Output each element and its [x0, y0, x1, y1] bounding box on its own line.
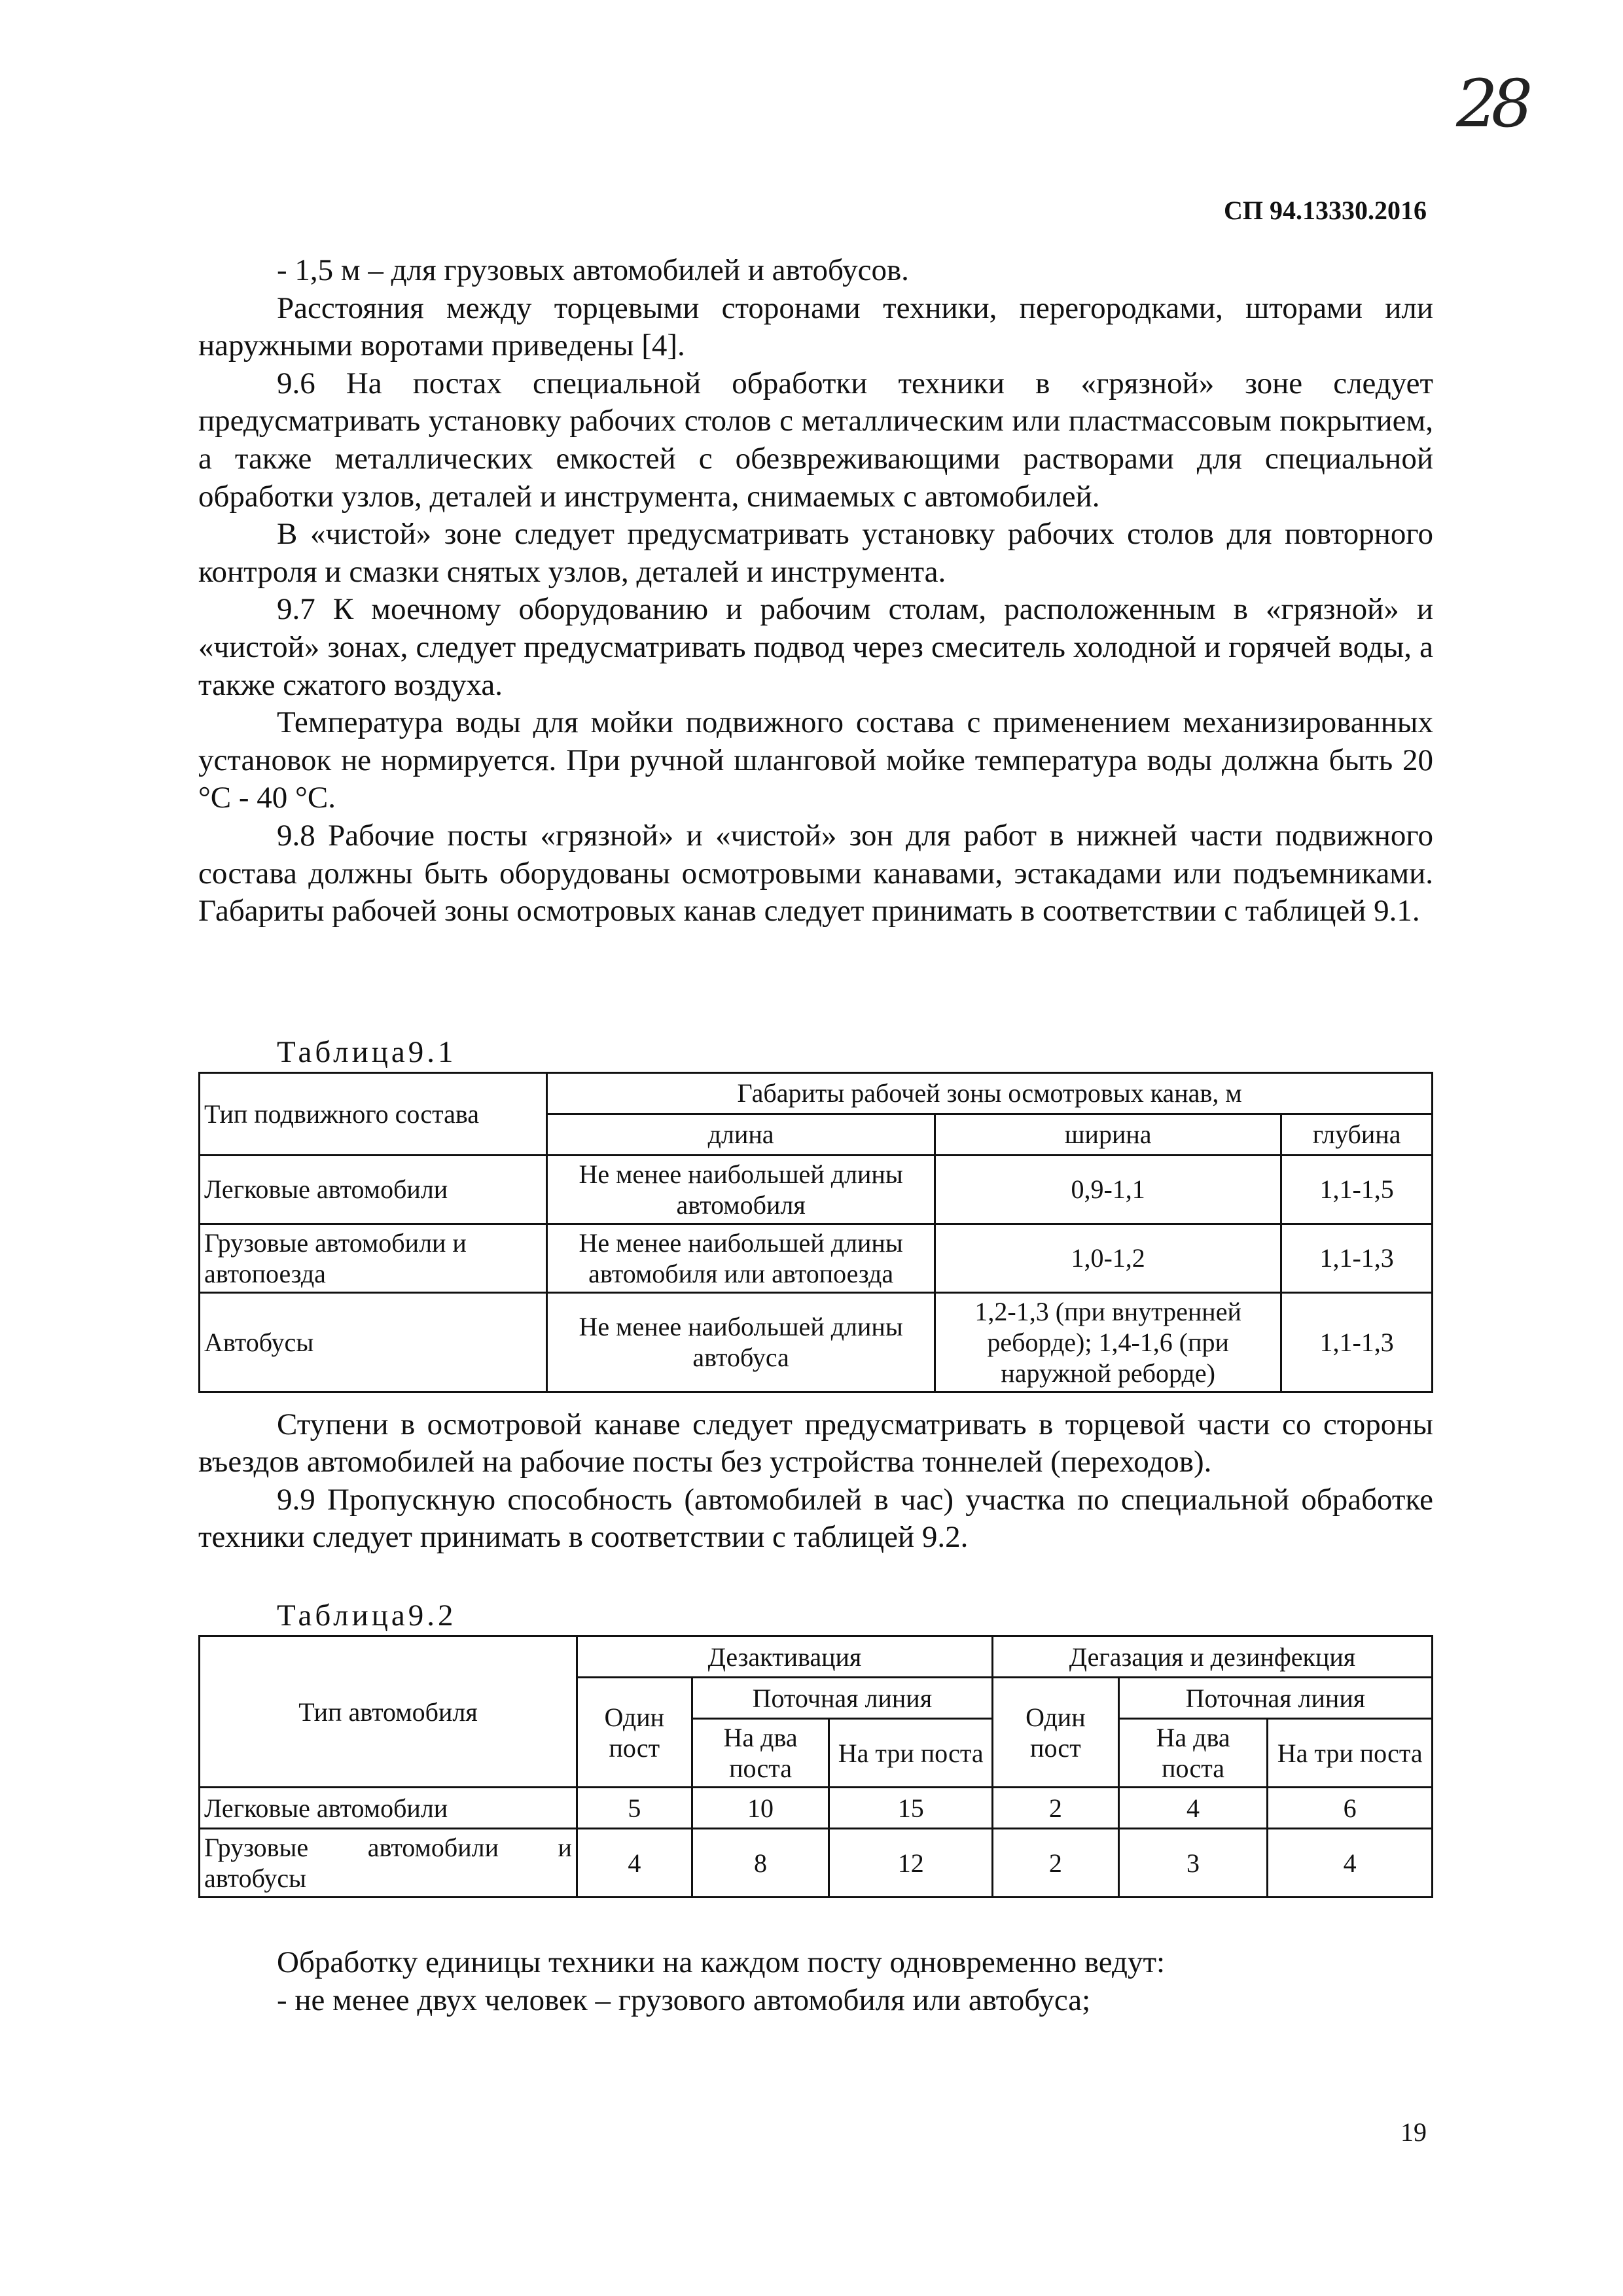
- table-caption: Таблица9.1: [277, 1034, 457, 1069]
- table-row: Грузовые автомобили и автопоезда Не менее наибольшей длины автомобиля или автопоезда 1,0-1,2 1,1-1,3: [200, 1224, 1433, 1292]
- paragraph: 9.9 Пропускную способность (автомобилей в час) участка по специальной обработке техники следует принимать в соответствии с таблицей 9.2.: [198, 1482, 1433, 1555]
- paragraph: Ступени в осмотровой канаве следует предусматривать в торцевой части со стороны въездов автомобилей на рабочие посты без устройства тоннелей (переходов).: [198, 1407, 1433, 1479]
- header-flow-line: Поточная линия: [1118, 1678, 1432, 1719]
- header-one-post: Один пост: [992, 1678, 1118, 1788]
- table-row: Грузовые автомобили и автобусы 4 8 12 2 3 4: [200, 1829, 1433, 1898]
- table-9-2: [198, 1635, 1433, 1898]
- header-decontamination: Дезактивация: [577, 1636, 992, 1678]
- paragraph: Температура воды для мойки подвижного состава с применением механизированных установок не нормируется. При ручной шланговой мойке температура воды должна быть 20 °С - 40 °С.: [198, 705, 1433, 815]
- table-row: Легковые автомобили Не менее наибольшей длины автомобиля 0,9-1,1 1,1-1,5: [200, 1155, 1433, 1224]
- header-two-posts: На два поста: [692, 1719, 829, 1788]
- header-two-posts: На два поста: [1118, 1719, 1268, 1788]
- header-degassing: Дегазация и дезинфекция: [992, 1636, 1432, 1678]
- paragraph: Расстояния между торцевыми сторонами техники, перегородками, шторами или наружными воротами приведены [4].: [198, 291, 1433, 363]
- table-9-1: [198, 1072, 1433, 1393]
- document-code: СП 94.13330.2016: [1224, 196, 1427, 225]
- header-three-posts: На три поста: [1268, 1719, 1433, 1788]
- paragraph: - 1,5 м – для грузовых автомобилей и автобусов.: [277, 253, 909, 287]
- header-one-post: Один пост: [577, 1678, 692, 1788]
- handwritten-page-mark: 28: [1456, 65, 1527, 142]
- table-row: Легковые автомобили 5 10 15 2 4 6: [200, 1788, 1433, 1829]
- header-vehicle-type: Тип подвижного состава: [200, 1072, 547, 1155]
- header-dimensions: Габариты рабочей зоны осмотровых канав, м: [547, 1072, 1433, 1114]
- paragraph: В «чистой» зоне следует предусматривать установку рабочих столов для повторного контроля и смазки снятых узлов, деталей и инструмента.: [198, 517, 1433, 589]
- table-caption: Таблица9.2: [277, 1598, 457, 1633]
- paragraph: 9.8 Рабочие посты «грязной» и «чистой» зон для работ в нижней части подвижного состава должны быть оборудованы осмотровыми канавами, эстакадами или подъемниками. Габариты рабочей зоны осмотровых канав следует принимать в соответствии с таблицей 9.1.: [198, 818, 1433, 928]
- paragraph: Обработку единицы техники на каждом посту одновременно ведут:: [277, 1945, 1166, 1980]
- header-three-posts: На три поста: [829, 1719, 993, 1788]
- header-width: ширина: [935, 1114, 1281, 1155]
- header-vehicle-type: Тип автомобиля: [200, 1636, 577, 1788]
- paragraph: - не менее двух человек – грузового автомобиля или автобуса;: [277, 1983, 1091, 2017]
- header-length: длина: [547, 1114, 935, 1155]
- paragraph: 9.7 К моечному оборудованию и рабочим столам, расположенным в «грязной» и «чистой» зонах, следует предусматривать подвод через смеситель холодной и горячей воды, а также сжатого воздуха.: [198, 592, 1433, 702]
- table-row: Автобусы Не менее наибольшей длины автобуса 1,2-1,3 (при внутренней реборде); 1,4-1,6 (при наружной реборде) 1,1-1,3: [200, 1292, 1433, 1392]
- page-number: 19: [1400, 2117, 1427, 2147]
- paragraph: 9.6 На постах специальной обработки техники в «грязной» зоне следует предусматривать установку рабочих столов с металлическим или пластмассовым покрытием, а также металлических емкостей с обезвреживающими растворами для специальной обработки узлов, деталей и инструмента, снимаемых с автомобилей.: [198, 366, 1433, 514]
- header-depth: глубина: [1281, 1114, 1433, 1155]
- page-content: [198, 252, 1433, 2019]
- header-flow-line: Поточная линия: [692, 1678, 992, 1719]
